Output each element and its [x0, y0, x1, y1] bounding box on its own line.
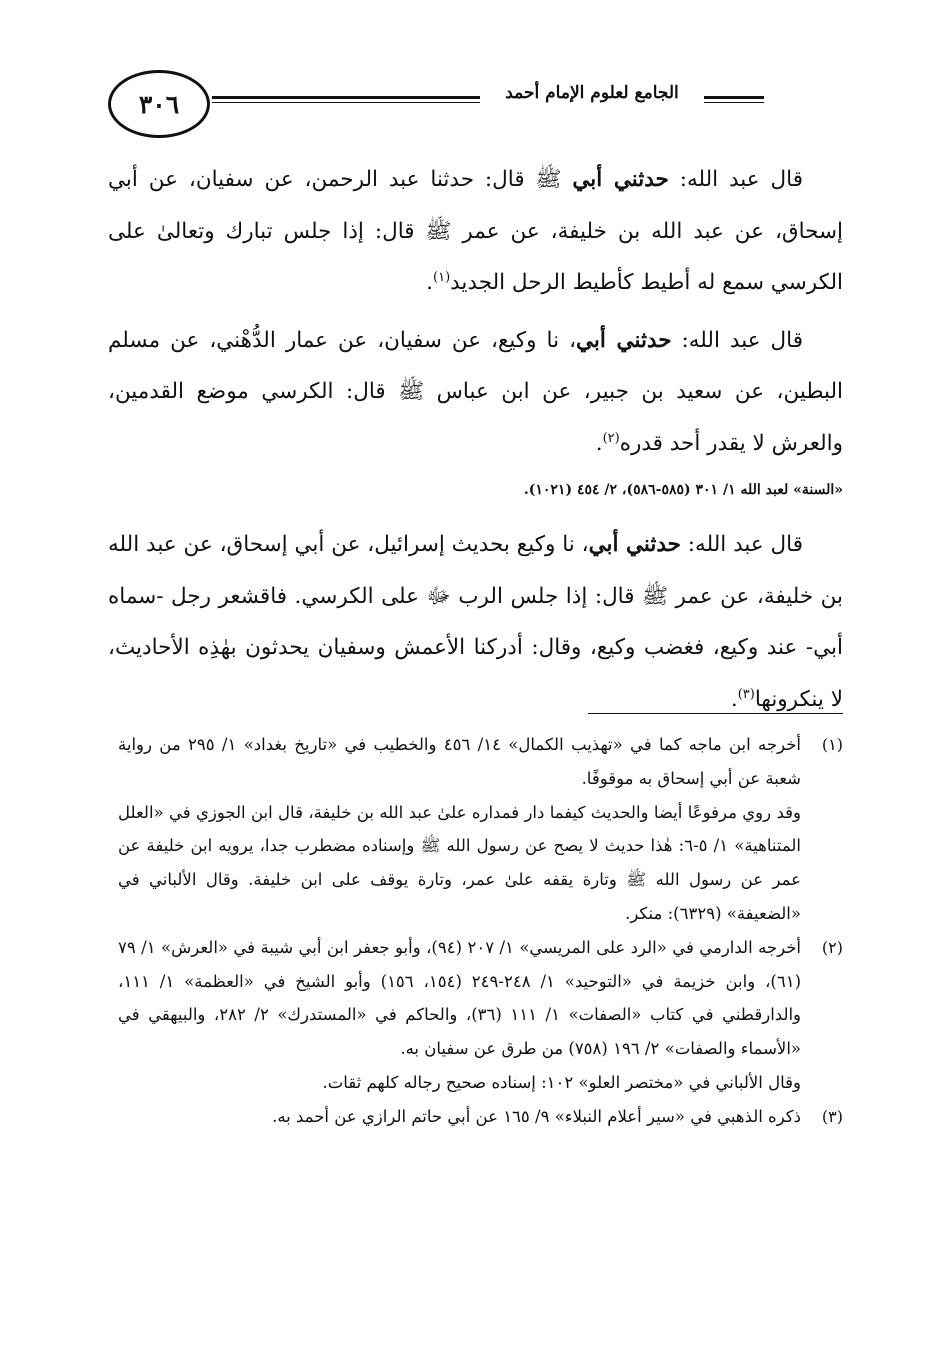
footnote-number: (٣): [821, 1106, 843, 1126]
paragraph-2-text: ، نا وكيع، عن سفيان، عن عمار الدُّهْني، عن مسلم البطين، عن سعيد بن جبير، عن ابن عباس ﷺ قال: الكرسي موضع القدمين، والعرش لا يقدر أحد قدره: [108, 327, 843, 456]
paragraph-2-end: .: [595, 430, 603, 456]
paragraph-3: [108, 519, 843, 725]
footnote-1-continuation: وقد روي مرفوعًا أيضا والحديث كيفما دار فمداره علىٰ عبد الله بن خليفة، قال ابن الجوزي في «العلل المتناهية» ١/ ٥-٦: هٰذا حديث لا يصح عن رسول الله ﷺ وإسناده مضطرب جدا، يرويه ابن خليفة عن عمر عن رسول الله ﷺ وتارة يقفه علىٰ عمر، وتارة يوقف على ابن خليفة. وقال الألباني في «الضعيفة» (٦٣٢٩): منكر.: [118, 802, 801, 923]
footnote-text: أخرجه الدارمي في «الرد على المريسي» ١/ ٢٠٧ (٩٤)، وأبو جعفر ابن أبي شيبة في «العرش» ١/ ٧٩ (٦١)، وابن خزيمة في «التوحيد» ١/ ٢٤٨-٢٤٩ (١٥٤، ١٥٦) وأبو الشيخ في «العظمة» ١/ ١١١، والدارقطني في كتاب «الصفات» ١/ ١١١ (٣٦)، والحاكم في «المستدرك» ٢/ ٢٨٢، والبيهقي في «الأسماء والصفات» ٢/ ١٩٦ (٧٥٨) من طرق عن سفيان به.: [118, 937, 802, 1059]
page-number: ٣٠٦: [108, 70, 210, 138]
footnote-marker-1[interactable]: (١): [433, 269, 451, 285]
footnote-marker-2[interactable]: (٢): [602, 430, 620, 446]
footnote-3: [118, 1100, 843, 1134]
main-text: [108, 154, 843, 725]
footnote-number: (١): [821, 735, 843, 754]
running-header: [108, 70, 848, 136]
paragraph-1-end: .: [426, 270, 433, 295]
paragraph-1: [108, 154, 843, 309]
footnote-text: ذكره الذهبي في «سير أعلام النبلاء» ٩/ ١٦٥ عن أبي حاتم الرازي عن أحمد به.: [272, 1106, 801, 1126]
source-reference: «السنة» لعبد الله ١/ ٣٠١ (٥٨٥-٥٨٦)، ٢/ ٤٥٤ (١٠٢١).: [523, 482, 843, 498]
footnote-marker-3[interactable]: (٣): [737, 686, 755, 702]
paragraph-2-bold: حدثني أبي: [576, 327, 672, 353]
paragraph-3-bold: حدثني أبي: [588, 532, 681, 557]
paragraph-1-text: ﷺ قال: حدثنا عبد الرحمن، عن سفيان، عن أبي إسحاق، عن عبد الله بن خليفة، عن عمر ﷺ قال: إذا جلس تبارك وتعالىٰ على الكرسي سمع له أطيط كأطيط الرحل الجديد: [108, 167, 843, 295]
footnote-text: أخرجه ابن ماجه كما في «تهذيب الكمال» ١٤/ ٤٥٦ والخطيب في «تاريخ بغداد» ١/ ٢٩٥ من رواية شعبة عن أبي إسحاق به موقوفًا.: [118, 735, 801, 788]
paragraph-2-intro: قال عبد الله:: [671, 327, 803, 353]
footnotes: [118, 728, 843, 1134]
footnote-number: (٢): [821, 937, 843, 957]
footnote-1: [118, 728, 843, 796]
footnote-2-continuation: وقال الألباني في «مختصر العلو» ١٠٢: إسناده صحيح رجاله كلهم ثقات.: [322, 1072, 801, 1092]
footnote-2: [118, 931, 843, 1066]
paragraph-3-end: .: [730, 686, 738, 712]
header-rule-left: [212, 96, 480, 103]
paragraph-3-intro: قال عبد الله:: [680, 532, 804, 557]
header-rule-right: [704, 96, 764, 103]
footnote-divider: [588, 713, 843, 714]
running-title: الجامع لعلوم الإمام أحمد: [505, 83, 679, 103]
paragraph-2: [108, 315, 843, 470]
paragraph-1-intro: قال عبد الله:: [668, 167, 803, 192]
paragraph-3-text: ، نا وكيع بحديث إسرائيل، عن أبي إسحاق، عن عبد الله بن خليفة، عن عمر ﷺ قال: إذا جلس الرب ﷻ على الكرسي. فاقشعر رجل -سماه أبي- عند وكيع، فغضب وكيع، وقال: أدركنا الأعمش وسفيان يحدثون بهٰذِه الأحاديث، لا ينكرونها: [108, 532, 843, 712]
paragraph-1-bold: حدثني أبي: [572, 167, 669, 192]
